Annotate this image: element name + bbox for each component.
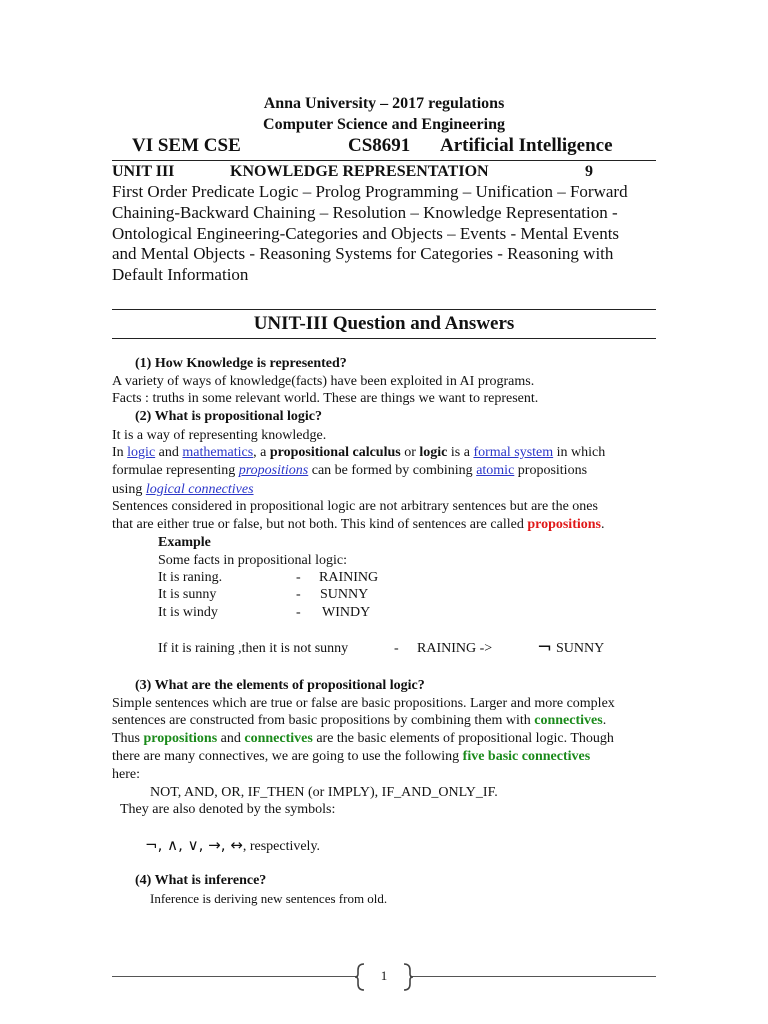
- term-highlight: connectives: [244, 731, 313, 746]
- footer-rule-left: [112, 976, 358, 977]
- question-1: (1) How Knowledge is represented?: [135, 356, 347, 371]
- fact-sentence: It is windy: [158, 605, 218, 620]
- answer-line: It is a way of representing knowledge.: [112, 428, 327, 443]
- text-run: is a: [447, 445, 474, 460]
- course-code: CS8691: [348, 135, 411, 156]
- connective-symbols: ¬, ∧, ∨, →, ↔: [145, 836, 243, 854]
- course-title: Artificial Intelligence: [440, 135, 613, 156]
- text-run: or: [400, 445, 420, 460]
- answer-paragraph-line: [112, 517, 605, 533]
- term-bold: propositional calculus: [269, 445, 401, 460]
- unit-label: UNIT III: [112, 163, 175, 180]
- answer-paragraph-line: [112, 731, 614, 747]
- syllabus-line: Ontological Engineering-Categories and Objects – Events - Mental Events: [112, 224, 620, 243]
- mathematics-link[interactable]: mathematics: [182, 445, 254, 460]
- fact-symbol: SUNNY: [320, 587, 369, 602]
- text-run: formulae representing: [112, 463, 239, 478]
- semester-label: VI SEM CSE: [132, 135, 241, 156]
- answer-line: here:: [112, 767, 140, 782]
- symbols-intro: They are also denoted by the symbols:: [120, 802, 336, 817]
- question-3: (3) What are the elements of propositional logic?: [135, 678, 425, 693]
- text-run: Thus: [112, 731, 144, 746]
- answer-paragraph-line: [112, 445, 605, 461]
- text-run: that are either true or false, but not both. This kind of sentences are called: [112, 517, 528, 532]
- text-run: .: [601, 517, 605, 532]
- section-rule-bottom: [112, 338, 656, 339]
- term-highlight: connectives: [534, 713, 603, 728]
- negation-symbol: ¬: [537, 637, 553, 658]
- fact-symbol: WINDY: [322, 605, 371, 620]
- answer-paragraph-line: [112, 482, 254, 498]
- rule-consequent: SUNNY: [556, 641, 605, 656]
- unit-title: KNOWLEDGE REPRESENTATION: [230, 163, 489, 180]
- text-run: and: [155, 445, 183, 460]
- text-run: sentences are constructed from basic propositions by combining them with: [112, 713, 535, 728]
- symbols-tail: , respectively.: [242, 839, 321, 854]
- answer-paragraph-line: [112, 463, 587, 479]
- term-bold: logic: [419, 445, 448, 460]
- department-line: Computer Science and Engineering: [263, 116, 505, 133]
- syllabus-line: and Mental Objects - Reasoning Systems for Categories - Reasoning with: [112, 244, 614, 263]
- connectives-list: NOT, AND, OR, IF_THEN (or IMPLY), IF_AND_ONLY_IF.: [150, 785, 498, 800]
- rule-sentence: If it is raining ,then it is not sunny: [158, 641, 349, 656]
- syllabus-line: Chaining-Backward Chaining – Resolution – Knowledge Representation -: [112, 203, 618, 222]
- text-run: .: [602, 713, 607, 728]
- section-title: UNIT-III Question and Answers: [253, 313, 515, 334]
- formal-system-link[interactable]: formal system: [473, 445, 554, 460]
- fact-dash: -: [296, 605, 301, 620]
- example-label: Example: [158, 535, 211, 550]
- text-run: using: [112, 482, 146, 497]
- university-line: Anna University – 2017 regulations: [263, 95, 505, 112]
- page-number-text: 1: [380, 968, 388, 983]
- atomic-link[interactable]: atomic: [476, 463, 515, 478]
- logical-connectives-link[interactable]: logical connectives: [145, 482, 254, 497]
- fact-symbol: RAINING: [319, 570, 379, 585]
- symbols-line: [145, 836, 320, 855]
- text-run: and: [217, 731, 245, 746]
- logic-link[interactable]: logic: [127, 445, 156, 460]
- syllabus-line: First Order Predicate Logic – Prolog Programming – Unification – Forward: [112, 182, 628, 201]
- text-run: can be formed by combining: [308, 463, 477, 478]
- propositions-link[interactable]: propositions: [238, 463, 309, 478]
- unit-hours: 9: [585, 163, 593, 180]
- rule-dash: -: [394, 641, 399, 656]
- text-run: propositions: [514, 463, 588, 478]
- term-highlight: propositions: [143, 731, 218, 746]
- term-highlight: five basic connectives: [462, 749, 591, 764]
- page-number: [358, 962, 410, 988]
- answer-paragraph-line: [112, 713, 606, 729]
- answer-paragraph-line: [112, 749, 590, 765]
- header-rule: [112, 160, 656, 161]
- question-2: (2) What is propositional logic?: [135, 409, 322, 424]
- text-run: are the basic elements of propositional logic. Though: [312, 731, 614, 746]
- fact-sentence: It is sunny: [158, 587, 217, 602]
- term-highlight: propositions: [527, 517, 601, 532]
- answer-line: Simple sentences which are true or false are basic propositions. Larger and more complex: [112, 696, 615, 711]
- question-4: (4) What is inference?: [135, 873, 267, 888]
- section-rule-top: [112, 309, 656, 310]
- text-run: , a: [253, 445, 270, 460]
- fact-sentence: It is raning.: [158, 570, 223, 585]
- footer-rule-right: [410, 976, 656, 977]
- syllabus-line: Default Information: [112, 265, 249, 284]
- answer-line: Facts : truths in some relevant world. These are things we want to represent.: [112, 391, 539, 406]
- text-run: in which: [553, 445, 606, 460]
- example-intro: Some facts in propositional logic:: [158, 553, 347, 568]
- text-run: there are many connectives, we are going to use the following: [112, 749, 463, 764]
- answer-line: Sentences considered in propositional logic are not arbitrary sentences but are the ones: [112, 499, 598, 514]
- answer-line: A variety of ways of knowledge(facts) have been exploited in AI programs.: [112, 374, 535, 389]
- answer-line: Inference is deriving new sentences from old.: [150, 891, 388, 906]
- fact-dash: -: [296, 570, 301, 585]
- rule-antecedent: RAINING ->: [417, 641, 493, 656]
- text-run: In: [112, 445, 128, 460]
- fact-dash: -: [296, 587, 301, 602]
